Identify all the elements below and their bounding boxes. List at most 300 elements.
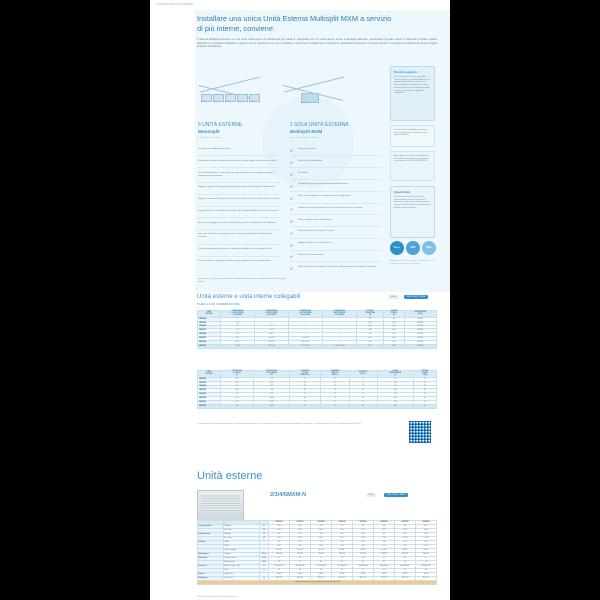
table-cell: 230/1/50 — [332, 553, 353, 557]
model-name: 2/3/4/5MXM-N — [270, 492, 307, 498]
footnote: I dati tecnici possono subire variazioni senza preavviso. — [197, 597, 237, 598]
spec-unit: V/Ph/Hz — [261, 554, 267, 555]
table-cell: 60 — [413, 389, 436, 393]
table-cell: 4,40 — [384, 317, 404, 321]
table-cell: 38 — [332, 569, 353, 573]
column-heading-right: 1 SOLA UNITÀ ESTERNA — [290, 122, 349, 128]
list-item: Maggiore rumorosità complessiva dovuta alla somma di tutte le unità esterne in funzione — [198, 198, 280, 206]
table-cell: 61 — [353, 561, 374, 565]
table-cell: 60 — [413, 385, 436, 389]
tag-family: MULTISPLIT MXM — [384, 493, 408, 497]
row-model: 3MXM52N — [198, 389, 221, 393]
column-header: CAPACITÀ MAX. COLLEGABILE kW — [253, 371, 289, 378]
spec-label: Tensione — [224, 553, 260, 557]
status-badge: A+++ — [390, 241, 404, 255]
table-cell: 6,80 — [356, 337, 384, 341]
table-cell: 230/1/50 — [404, 325, 436, 329]
table-cell: 230/1/50 — [404, 329, 436, 333]
spec-label: Nominale — [224, 533, 260, 537]
spec-label: SEER — [224, 541, 260, 545]
column-header: 4MXM68N — [374, 521, 395, 525]
column-header: DISLIVELLO MAX. m — [349, 371, 377, 378]
table-cell: R32 1,70 — [374, 577, 395, 581]
table-cell: 1,30 — [377, 385, 413, 389]
table-cell: 1/4-1/2 — [395, 573, 416, 577]
list-item — [290, 160, 382, 168]
table-cell: 1,2-9,4 — [374, 537, 395, 541]
table-cell: 15 — [349, 404, 377, 408]
table-cell: 4,00 — [356, 325, 384, 329]
table-cell: 25 — [320, 389, 349, 393]
table-cell: 10,80 — [416, 533, 437, 537]
column-header: ALIMENTAZIONE V/Ph/Hz — [404, 311, 436, 318]
table-cell: 64 — [416, 561, 437, 565]
table-cell: 8,00 — [384, 333, 404, 337]
spec-unit: dB(A) — [260, 557, 269, 561]
list-item: Ogni unità esterna ha un proprio circuito e una propria gestione di manutenzione separata — [198, 233, 280, 244]
table-cell: 59 — [290, 561, 311, 565]
tag-refrigerant: R32 — [366, 493, 376, 497]
schematic-label-4: U.E. 4 — [237, 101, 243, 103]
column-header: COMBINAZIONE 3 UNITÀ INTERNE COLLEGABILI — [254, 311, 288, 318]
info-box-body: Le unità interne collegabili sono di tipo a parete, canalizzabili, cassetta, console e pavimento/soffitto. — [394, 129, 428, 137]
table-cell: 1,2-9,4 — [353, 537, 374, 541]
spec-group: Potenza frigorifera — [198, 525, 224, 529]
catalog-sheet — [150, 0, 450, 600]
table-cell: 7+7+9 — [254, 329, 288, 333]
table-cell: R32 1,60 — [353, 577, 374, 581]
table-cell: — — [322, 329, 356, 333]
table-cell: — — [322, 333, 356, 337]
merged-note: Le prestazioni sono riferite alle condizioni nominali secondo EN 14511 — [198, 581, 437, 585]
row-model: 2MXM40N — [198, 317, 221, 321]
row-model: 3MXM68N — [198, 333, 221, 337]
check-icon: ✔ — [290, 148, 294, 154]
column-header: POTENZA FRIGORIFERA kW — [356, 311, 384, 318]
section-title: Unità esterne — [197, 470, 263, 482]
table-cell: 4,30 — [290, 545, 311, 549]
table-cell: R32 1,40 — [332, 577, 353, 581]
table-cell: 47 — [332, 557, 353, 561]
table-cell: 230/1/50 — [416, 553, 437, 557]
table-cell: 4,00 — [356, 317, 384, 321]
table-header-row — [198, 371, 437, 378]
tables-section — [150, 292, 450, 452]
row-model: 3MXM40N — [198, 325, 221, 329]
table-cell: A++/A+ — [374, 549, 395, 553]
column-header: LUNGHEZZA TOTALE TUBAZIONI m — [290, 371, 321, 378]
table-cell: 62 — [374, 561, 395, 565]
spec-label: Altezza x Largh. x Prof. — [224, 565, 260, 569]
table-cell: 1,5-12,2 — [416, 537, 437, 541]
list-item — [290, 183, 382, 191]
table-cell: 230/1/50 — [404, 337, 436, 341]
list-item: Predispone tubazioni ed allacciamenti elettrici per ogni singola unità esterna installata — [198, 160, 280, 168]
table-cell: 30 — [290, 381, 321, 385]
list-item-label: Minore ingombro sulle superfici esterne — [298, 230, 335, 233]
roof-line-right — [284, 77, 344, 92]
table-cell: 15+18 — [221, 344, 255, 348]
spec-label: Peso — [224, 569, 260, 573]
table-cell: 230/1/50 — [404, 317, 436, 321]
table-cell: 5,20 — [356, 329, 384, 333]
spec-unit: kW — [260, 529, 269, 533]
table-cell: 230/1/50 — [290, 553, 311, 557]
list-item-label: Risparmio di spazio — [298, 148, 317, 150]
table-cell: 230/1/50 — [374, 553, 395, 557]
benefits-list — [290, 148, 382, 277]
table-cell: 6,70 — [416, 541, 437, 545]
table-cell: 64 — [413, 404, 436, 408]
table-cell: 7+9+12+15+18 — [322, 344, 356, 348]
check-icon: ✔ — [290, 171, 294, 177]
spec-label: Liquido / Gas — [224, 573, 260, 577]
table-cell: 1,20 — [221, 393, 254, 397]
table-cell: 550x765x285 — [290, 565, 311, 569]
column-header: 2MXM50N — [290, 521, 311, 525]
spec-unit: — — [260, 549, 269, 553]
table-cell: 20 — [320, 377, 349, 381]
table-cell: 75 — [290, 404, 321, 408]
spec-unit: — — [260, 541, 269, 545]
table-cell: 30 — [290, 377, 321, 381]
table-cell: 38 — [311, 569, 332, 573]
table-cell: 25 — [320, 397, 349, 401]
table-cell: 60 — [332, 561, 353, 565]
table-cell: 1,5-9,6 — [416, 529, 437, 533]
table-cell: 15 — [349, 389, 377, 393]
list-item: Necessità di maggiori spazi tecnici disponibili e superfici utili dedicate all'installazione — [198, 222, 280, 230]
table-cell: 51 — [416, 557, 437, 561]
table-cell: 550x765x285 — [269, 565, 290, 569]
info-box-indoor-types — [390, 125, 435, 147]
table-cell: 9+9+12 — [254, 337, 288, 341]
info-box-body: La soluzione più conveniente per le ristrutturazioni: un'unica unità esterna, minori opere edili, tempi ridotti di cantiere e accesso alle detrazioni fiscali previste per la riqualificazione energetica. — [394, 196, 431, 209]
table-cell: 6,80 — [356, 333, 384, 337]
table-cell: 4,00 — [269, 525, 290, 529]
column-header: UNITÀ ESTERNA — [198, 311, 221, 318]
table-cell: 1,2-7,5 — [374, 529, 395, 533]
spec-label: Classe energetica — [224, 549, 260, 553]
table-cell: 230/1/50 — [404, 333, 436, 337]
table-cell: — — [254, 321, 288, 325]
table-cell: 5,20 — [253, 377, 289, 381]
list-item: Costi di manutenzione ordinaria e straordinaria moltiplicati per il numero di unità — [198, 248, 280, 256]
list-item-label: Minori costi di installazione — [298, 159, 323, 162]
check-icon: ✔ — [290, 195, 294, 201]
section-subtitle: TABELLA DI COMBINAZIONE — [197, 303, 241, 306]
list-item: Impatto estetico e architettonico rilevante sulla facciata dell'edificio con più corpi a vista — [198, 210, 280, 218]
table-cell: 63 — [395, 561, 416, 565]
column-header: COMBINAZIONE 4 UNITÀ INTERNE COLLEGABILI — [288, 311, 322, 318]
row-model: 4MXM80N — [198, 341, 221, 345]
table-cell: A++/A+ — [395, 549, 416, 553]
table-cell: 60 — [311, 561, 332, 565]
table-cell: 1,10 — [377, 377, 413, 381]
table-cell: 25 — [320, 385, 349, 389]
table-cell: 0,90 — [221, 377, 254, 381]
hero-note: Le immagini e gli schemi sono indicativi. Le possibili combinazioni sono riportate nelle tabelle alle pagine seguenti. — [198, 278, 286, 283]
table-cell: 9,50 — [253, 393, 289, 397]
table-cell: R32 1,10 — [269, 577, 290, 581]
table-cell: 1,0-5,6 — [290, 529, 311, 533]
table-row — [198, 404, 437, 408]
table-cell: 4,00 — [395, 545, 416, 549]
tag-family: MULTISPLIT MXM — [404, 295, 428, 299]
table-cell: 1,3-11,0 — [395, 537, 416, 541]
table-cell: 62 — [395, 569, 416, 573]
table-cell: 7,30 — [311, 541, 332, 545]
table-cell: 230/1/50 — [404, 341, 436, 345]
spec-label: Potenza sonora — [224, 561, 260, 565]
column-header: 2MXM40N — [269, 521, 290, 525]
list-item — [290, 242, 382, 250]
table-cell: 10,80 — [384, 344, 404, 348]
table-cell: 25 — [320, 393, 349, 397]
spec-unit: " — [260, 573, 269, 577]
table-cell: 9+12+15 — [254, 341, 288, 345]
spec-unit: kW — [260, 525, 269, 529]
list-item-label: Maggiore efficienza ai carichi parziali — [298, 242, 332, 245]
list-item-label: Unico circuito frigorifero con minore carica di refrigerante — [298, 195, 351, 198]
fan-grille-icon — [201, 495, 240, 511]
table-cell: 1,60 — [377, 393, 413, 397]
tag-refrigerant: MXM — [388, 295, 399, 299]
row-model: 2MXM40N — [198, 377, 221, 381]
table-cell: — — [322, 325, 356, 329]
row-model: 3MXM40N — [198, 385, 221, 389]
table-cell: 6,90 — [374, 541, 395, 545]
spec-label: Tipo / Carica — [224, 577, 260, 581]
table-cell: 20 — [320, 381, 349, 385]
table-cell: 8,00 — [384, 337, 404, 341]
table-cell: 1,30 — [221, 401, 254, 405]
spec-group: Dimensioni — [198, 565, 224, 569]
column-header: 5MXM90N — [416, 521, 437, 525]
column-heading-left: 5 UNITÀ ESTERNE — [198, 122, 243, 128]
page-title: Installare una unica Unità Esterna Multisplit MXM a servizio di più interne, conviene. — [197, 14, 392, 33]
column-header: POTENZA TERMICA kW — [384, 311, 404, 318]
table-cell: 230/1/50 — [353, 553, 374, 557]
table-cell: 8,00 — [353, 533, 374, 537]
list-item — [290, 148, 382, 156]
table-cell: 4,40 — [311, 533, 332, 537]
table-cell: 36 — [290, 569, 311, 573]
table-cell: 4,00 — [311, 525, 332, 529]
table-cell: 60 — [290, 397, 321, 401]
table-cell: R32 1,30 — [311, 577, 332, 581]
row-model: 5MXM90N — [198, 404, 221, 408]
row-model: 3MXM52N — [198, 329, 221, 333]
table-cell: — — [322, 337, 356, 341]
table-cell: 7,10 — [332, 541, 353, 545]
table-cell: 1,0-5,9 — [332, 529, 353, 533]
check-icon: ✔ — [290, 254, 294, 260]
table-header-row — [198, 311, 437, 318]
table-cell: 7,30 — [253, 389, 289, 393]
table-cell: 5,60 — [290, 533, 311, 537]
table-cell: 25 — [320, 401, 349, 405]
table-cell: 6,80 — [395, 541, 416, 545]
table-cell: A++/A+ — [290, 549, 311, 553]
list-item-label: Riduzione dei consumi elettrici in stand-by e ottimizzazione del rendimento stagionale — [298, 265, 377, 268]
table-cell: 0,9-5,6 — [269, 537, 290, 541]
check-icon: ✔ — [290, 183, 294, 189]
table-cell: 0,9-6,0 — [311, 537, 332, 541]
table-cell: R32 1,90 — [395, 577, 416, 581]
table-cell: 230/1/50 — [404, 321, 436, 325]
table-cell: 1/4-3/8 — [353, 573, 374, 577]
table-cell: 49 — [374, 557, 395, 561]
product-image — [197, 490, 244, 522]
table-cell: 4,40 — [269, 533, 290, 537]
list-item: Consumi elettrici in stand-by sommati per ogni singola unità esterna alimentata — [198, 260, 271, 263]
table-cell: 0,9-5,0 — [311, 529, 332, 533]
table-cell: 7,20 — [290, 541, 311, 545]
table-cell: A++/A+ — [311, 549, 332, 553]
info-box-body: Con una sola unità esterna è possibile climatizzare fino a 5 ambienti differenti, con gestione indipendente di ciascuno. La soluzione ideale per appartamenti, uffici e ambienti dove lo spazio esterno disponibile è limitato o vincolato da regolamenti condominiali. — [394, 76, 431, 95]
row-model: 5MXM90N — [198, 344, 221, 348]
info-box-title: Opportunità — [394, 190, 411, 194]
list-item-label: Minore impatto estetico sulla facciata — [298, 218, 333, 221]
table-cell: 1/4-1/2 — [416, 573, 437, 577]
table-cell: A++/A+ — [416, 549, 437, 553]
column-header: COMBINAZIONE 5 UNITÀ INTERNE COLLEGABILI — [322, 311, 356, 318]
table-cell: — — [288, 321, 322, 325]
row-model: 3MXM68N — [198, 393, 221, 397]
table-cell: — — [322, 317, 356, 321]
table-cell: 62 — [413, 397, 436, 401]
column-header: 3MXM52N — [332, 521, 353, 525]
list-item-label: Semplicità di manutenzione — [298, 254, 324, 257]
list-item-label: Ridotta rumorosità complessiva con una sola unità esterna in funzione — [298, 206, 363, 209]
table-cell: 6,80 — [353, 525, 374, 529]
table-cell: 7+7+7 — [254, 325, 288, 329]
badge-group — [390, 241, 436, 257]
list-item — [290, 207, 382, 215]
table-cell: 1,0-7,2 — [290, 537, 311, 541]
list-item: Onere di installazione e costi ripetuti per ogni unità esterna con maggior impiego di manodopera specializzata — [198, 172, 280, 183]
row-model: 2MXM50N — [198, 381, 221, 385]
table-cell: 1/4-3/8 — [374, 573, 395, 577]
table-cell: 695x930x350 — [416, 565, 437, 569]
spec-group: Potenza termica — [198, 533, 224, 537]
table-cell: — — [288, 333, 322, 337]
table-cell: 4,00 — [416, 545, 437, 549]
table-cell: 2,15 — [377, 404, 413, 408]
list-item — [290, 254, 382, 262]
table-cell: 1,20 — [221, 397, 254, 401]
spec-group: Attacchi — [198, 573, 224, 577]
spec-group: Alimentazione — [198, 553, 224, 557]
table-cell: 47 — [311, 557, 332, 561]
table-cell: 1,20 — [377, 381, 413, 385]
table-cell: A++/A+ — [332, 549, 353, 553]
column-tiny-right: fino a 5 unità interne collegate — [290, 137, 320, 139]
column-header: UNITÀ ESTERNA — [198, 371, 221, 378]
table-cell: 63 — [413, 401, 436, 405]
table-cell: — — [322, 341, 356, 345]
row-model: 4MXM68N — [198, 337, 221, 341]
table-cell: 230/1/50 — [311, 553, 332, 557]
table-cell: 550x765x285 — [332, 565, 353, 569]
table-cell: 8,00 — [374, 533, 395, 537]
table-cell: 1,90 — [377, 401, 413, 405]
table-cell: 1,0-7,4 — [332, 537, 353, 541]
row-model: 4MXM68N — [198, 397, 221, 401]
spec-label: Min. - Max. — [224, 529, 260, 533]
table-cell: A++/A+ — [353, 549, 374, 553]
schematic-label-3: U.E. 3 — [225, 101, 231, 103]
check-icon: ✔ — [290, 230, 294, 236]
check-icon: ✔ — [290, 266, 294, 272]
schematic-label-1: U.E. 1 — [201, 101, 207, 103]
hero-section — [150, 10, 450, 292]
table-cell: 4,20 — [332, 545, 353, 549]
table-cell: 6,20 — [253, 385, 289, 389]
table-cell: 49 — [374, 569, 395, 573]
table-cell: 50 — [395, 557, 416, 561]
table-cell: 9+12 — [221, 333, 255, 337]
table-cell: 59 — [413, 381, 436, 385]
check-icon: ✔ — [290, 242, 294, 248]
table-cell: 11,80 — [253, 401, 289, 405]
table-cell: 68 — [416, 569, 437, 573]
table-cell: 230/1/50 — [395, 553, 416, 557]
table-cell: 230/1/50 — [404, 344, 436, 348]
column-header: CARICA REFRIGERANTE kg — [377, 371, 413, 378]
list-item: Occupa il muro delle pareti esterne — [198, 148, 280, 156]
spec-unit: kg — [260, 569, 269, 573]
table-cell: 1,50 — [221, 404, 254, 408]
check-icon: ✔ — [290, 219, 294, 225]
list-item — [290, 172, 382, 180]
table-cell: 12+15+18 — [254, 344, 288, 348]
table-cell: 14,50 — [253, 404, 289, 408]
status-badge: WiFi — [422, 241, 436, 255]
table-cell: 15 — [349, 397, 377, 401]
table-cell: 0,9-4,8 — [269, 529, 290, 533]
table-cell: 6,80 — [374, 525, 395, 529]
table-cell: 45 — [290, 385, 321, 389]
check-icon: ✔ — [290, 160, 294, 166]
spec-label: Pressione sonora — [224, 557, 260, 561]
column-header: 3MXM68N — [353, 521, 374, 525]
spec-group: Rumorosità — [198, 557, 224, 561]
info-box-opportunity — [390, 186, 435, 238]
qr-code[interactable] — [408, 420, 432, 444]
table-cell: 8,00 — [395, 525, 416, 529]
list-item-label: Possibilità di gestire ogni ambiente indipendentemente — [298, 183, 349, 186]
table-cell: 34 — [269, 569, 290, 573]
table-cell: 15 — [349, 381, 377, 385]
table-cell: 1,3-8,8 — [395, 529, 416, 533]
spec-group: Refrigerante — [198, 577, 224, 581]
page-header — [150, 0, 450, 10]
outdoor-units-section — [150, 462, 450, 600]
drawbacks-list — [198, 148, 280, 271]
table-cell: 1/4-3/8 — [311, 573, 332, 577]
table-cell: 0,90 — [221, 385, 254, 389]
table-cell: 1/4-3/8 — [269, 573, 290, 577]
table-cell: — — [322, 321, 356, 325]
list-item — [290, 195, 382, 203]
table-cell: 47 — [353, 569, 374, 573]
table-cell: 10,20 — [253, 397, 289, 401]
section-title: Unità esterne e unità interne collegabili — [197, 294, 301, 300]
table-cell: 58 — [269, 561, 290, 565]
table-cell: — — [288, 329, 322, 333]
